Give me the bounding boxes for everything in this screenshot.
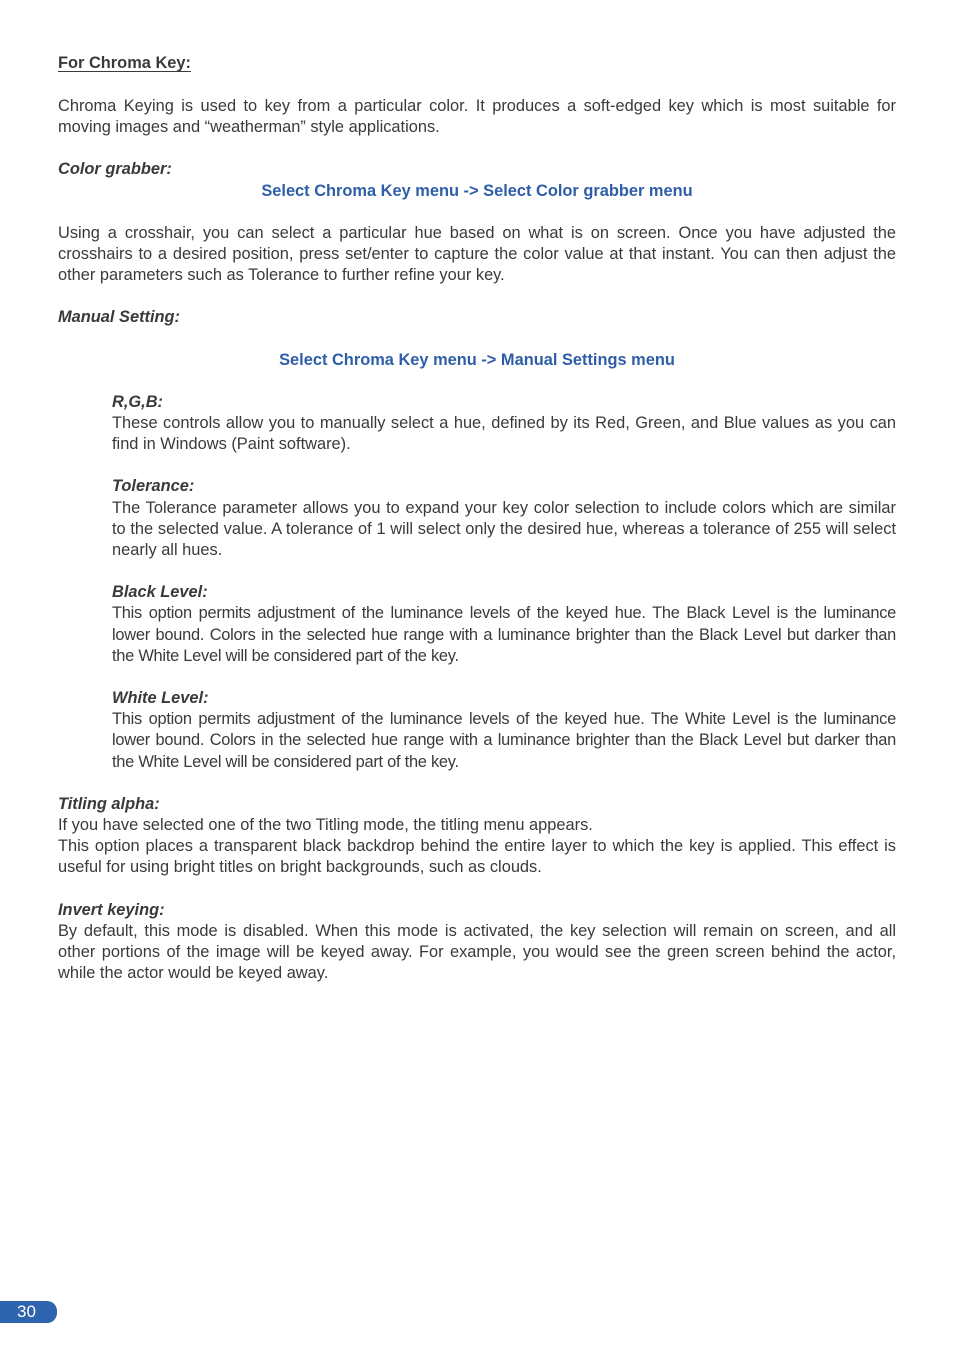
- tolerance-heading: Tolerance:: [112, 477, 195, 496]
- page-number-badge: [0, 1301, 57, 1323]
- color-grabber-heading: Color grabber:: [58, 160, 172, 179]
- white-level-heading: White Level:: [112, 689, 209, 708]
- titling-alpha-line2: This option places a transparent black backdrop behind the entire layer to which the key is applied. This effect is useful for using bright titles on bright backgrounds, such as clouds.: [58, 837, 896, 877]
- manual-setting-menu-path: Select Chroma Key menu -> Manual Settings menu: [279, 350, 675, 369]
- invert-keying-heading: Invert keying:: [58, 900, 165, 919]
- invert-keying-body: By default, this mode is disabled. When this mode is activated, the key selection will remain on screen, and all other portions of the image will be keyed away. For example, you would see the green screen behind the actor, while the actor would be keyed away.: [58, 921, 896, 983]
- titling-alpha-line1: If you have selected one of the two Titling mode, the titling menu appears.: [58, 816, 593, 835]
- titling-alpha-heading: Titling alpha:: [58, 794, 160, 813]
- color-grabber-menu-path: Select Chroma Key menu -> Select Color grabber menu: [261, 181, 693, 200]
- rgb-heading: R,G,B:: [112, 392, 163, 411]
- intro-paragraph: Chroma Keying is used to key from a particular color. It produces a soft-edged key which is most suitable for moving images and “weatherman” style applications.: [58, 97, 896, 137]
- black-level-body: This option permits adjustment of the luminance levels of the keyed hue. The Black Level is the luminance lower bound. Colors in the selected hue range with a luminance brighter than the Black Level but darker than the White Level will be considered part of the key.: [112, 604, 896, 665]
- color-grabber-body: Using a crosshair, you can select a particular hue based on what is on screen. Once you have adjusted the crosshairs to a desired position, press set/enter to capture the color value at that instant. You can then adjust the other parameters such as Tolerance to further refine your key.: [58, 223, 896, 285]
- white-level-body: This option permits adjustment of the luminance levels of the keyed hue. The White Level is the luminance lower bound. Colors in the selected hue range with a luminance brighter than the Black Level but darker than the White Level will be considered part of the key.: [112, 710, 896, 771]
- page-number: 30: [17, 1302, 36, 1321]
- manual-setting-heading: Manual Setting:: [58, 308, 181, 327]
- tolerance-body: The Tolerance parameter allows you to expand your key color selection to include colors which are similar to the selected value. A tolerance of 1 will select only the desired hue, whereas a tolerance of 255 will select nearly all hues.: [112, 498, 896, 560]
- manual-setting-items: [58, 392, 896, 773]
- black-level-heading: Black Level:: [112, 583, 208, 602]
- section-title: For Chroma Key:: [58, 54, 191, 72]
- document-page: [58, 53, 896, 985]
- rgb-body: These controls allow you to manually select a hue, defined by its Red, Green, and Blue values as you can find in Windows (Paint software).: [112, 414, 896, 454]
